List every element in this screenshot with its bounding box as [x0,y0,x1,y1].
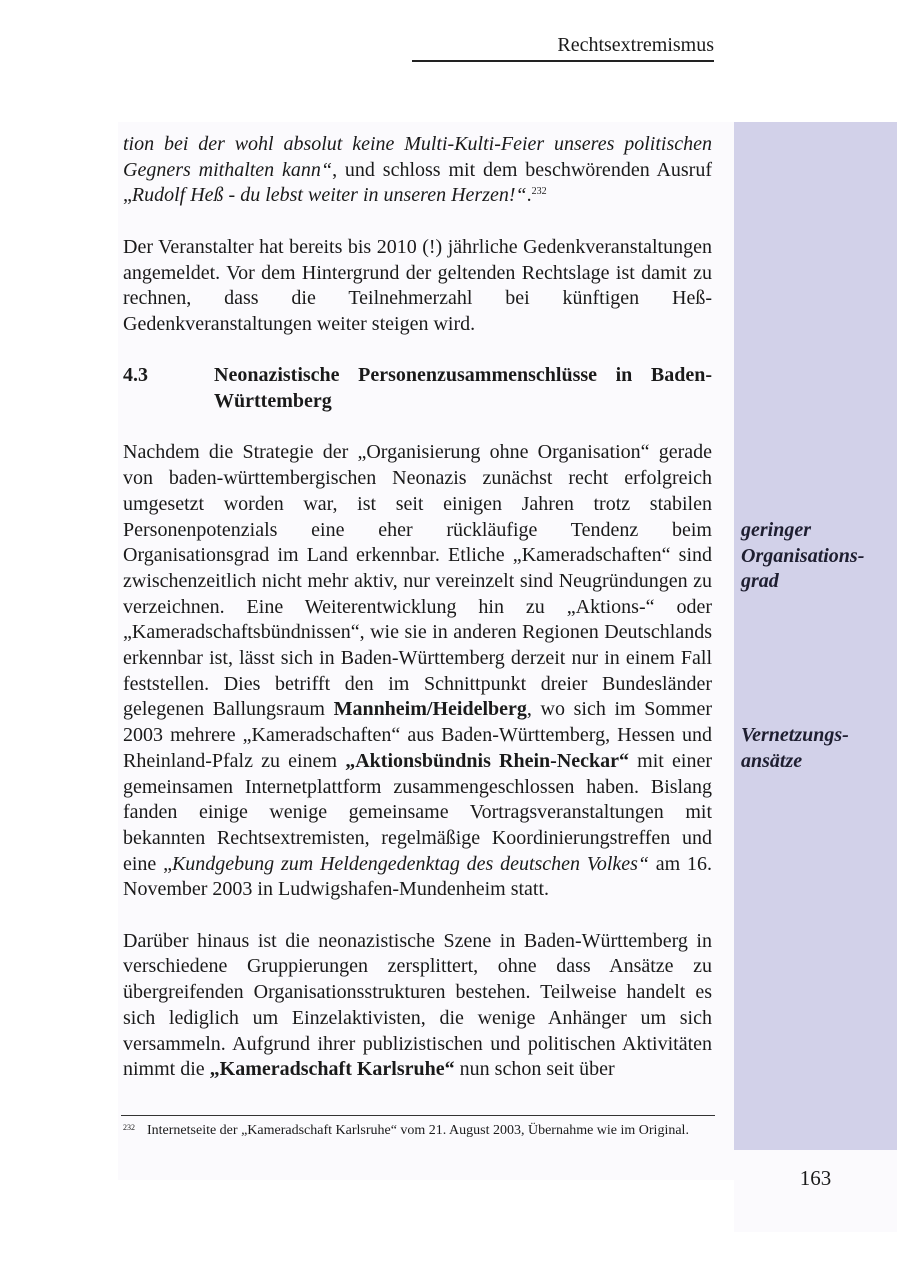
quote-mark: “ [637,852,650,875]
paragraph-text: mit einer gemeinsamen Internetplattform zusammengeschlossen haben. Bislang fanden einige wenige gemeinsame Vortragsveranstaltungen mit bekannten Rechtsextremisten, regelmäßige Koordinierungstreffen und eine [123,749,712,875]
margin-note-organisationsgrad [741,518,891,595]
section-title: Neonazistische Personenzusammenschlüsse in Baden-Württemberg [214,364,712,412]
footnote [123,1121,712,1140]
quote-italic: Kundgebung zum Heldengedenktag des deutschen Volkes [171,852,638,875]
bold-term: „Kameradschaft Karlsruhe“ [209,1058,455,1081]
main-text [123,132,712,1083]
margin-note-line: geringer [741,519,811,541]
margin-column [734,122,897,1150]
margin-note-line: grad [741,570,779,593]
bold-term: Mannheim/Heidelberg [333,698,527,721]
section-heading [123,363,712,414]
paragraph-2: Der Veranstalter hat bereits bis 2010 (!) jährliche Gedenkveranstaltungen angemeldet. Vor dem Hintergrund der geltenden Rechtslage ist damit zu rechnen, dass die Teilnehmerzahl bei künftigen Heß-Gedenkveranstaltungen weiter steigen wird. [123,235,712,335]
paragraph-4 [123,929,712,1083]
footnote-number: 232 [123,1123,135,1132]
footnote-divider [121,1115,715,1116]
running-header: Rechtsextremismus [412,32,714,62]
margin-note-line: Organisations- [741,544,865,567]
paragraph-text: Darüber hinaus ist die neonazistische Szene in Baden-Württemberg in verschiedene Gruppierungen zersplittert, ohne dass Ansätze zu übergreifenden Organisationsstrukturen bestehen. Teilweise handelt es sich lediglich um Einzelaktivisten, die wenige Anhänger um sich versammeln. Aufgrund ihrer publizistischen und politischen Aktivitäten nimmt die [123,929,712,1081]
margin-column-footer [734,1150,897,1232]
section-number: 4.3 [123,364,148,387]
paragraph-text: nun schon seit über [454,1058,615,1081]
intro-paragraph [123,132,712,209]
bold-term: „Aktionsbündnis Rhein-Neckar“ [345,749,630,772]
margin-note-line: Vernetzungs- [741,724,849,746]
paragraph-3 [123,440,712,903]
period: . [526,184,532,207]
paragraph-text: , wo sich im Sommer 2003 mehrere „Kameradschaften“ aus Baden-Württemberg, Hessen und Rheinland-Pfalz zu einem [123,698,712,772]
paragraph-text: Nachdem die Strategie der „Organisierung ohne Organisation“ gerade von baden-württembergischen Neonazis zunächst recht erfolgreich umgesetzt worden war, ist seit einigen Jahren trotz stabilen Personenpotenzials eine eher rückläufige Tendenz beim Organisationsgrad im Land erkennbar. Etliche „Kameradschaften“ sind zwischenzeitlich nicht mehr aktiv, nur vereinzelt sind Neugründungen zu verzeichnen. Eine Weiterentwicklung hin zu „Aktions-“ oder „Kameradschaftsbündnissen“, wie sie in anderen Regionen Deutschlands erkennbar ist, lässt sich in Baden-Württemberg derzeit nur in einem Fall feststellen. Dies betrifft den im Schnittpunkt dreier Bundesländer gelegenen Ballungsraum [123,441,712,721]
footnote-reference[interactable]: 232 [531,186,547,198]
page-number: 163 [799,1166,832,1190]
intro-text: , und schloss mit dem beschwörenden Ausruf [332,158,713,181]
margin-note-vernetzungsansaetze [741,723,891,774]
quote-italic: tion bei der wohl absolut keine Multi-Kulti-Feier unseres politischen Gegners mithalten kann [123,133,712,181]
quote-mark: „ [123,184,132,207]
quote-mark: “ [320,158,333,181]
margin-note-line: ansätze [741,749,803,772]
paragraph-text: am 16. November 2003 in Ludwigshafen-Mundenheim statt. [123,852,712,901]
quote-italic: Rudolf Heß - du lebst weiter in unseren Herzen! [131,184,516,207]
quote-mark: “ [515,184,527,207]
quote-mark: „ [163,852,172,875]
footnote-text: Internetseite der „Kameradschaft Karlsruhe“ vom 21. August 2003, Übernahme wie im Original. [147,1123,689,1138]
